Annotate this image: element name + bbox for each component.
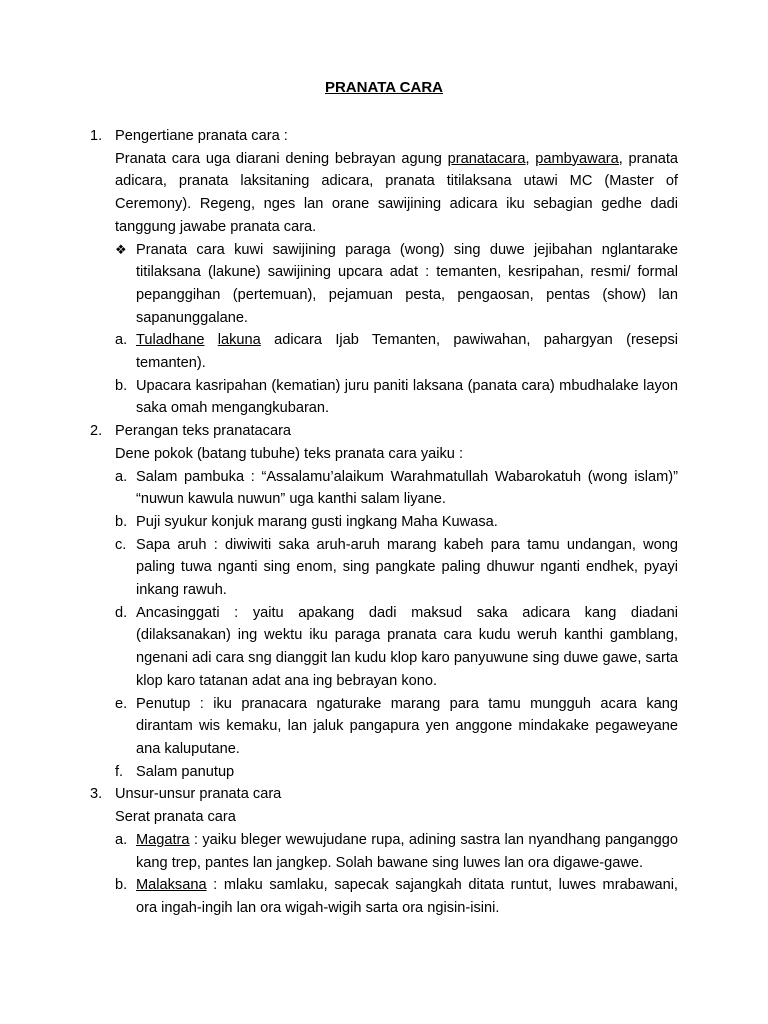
section-1-item-a <box>115 329 678 374</box>
section-1-paragraph <box>115 148 678 239</box>
section-1-item-b <box>115 375 678 420</box>
item-label: a. <box>115 831 128 848</box>
section-2-heading: Perangan teks pranatacara <box>115 423 292 440</box>
item-space <box>204 332 217 348</box>
diamond-bullet-icon: ❖ <box>115 241 127 257</box>
term-magatra: Magatra <box>136 831 190 848</box>
term-separator: , <box>525 150 536 167</box>
item-label: b. <box>115 513 128 530</box>
item-label: f. <box>115 763 124 780</box>
item-text: adicara Ijab Temanten, pawiwahan, pahargyan (resepsi temanten). <box>136 332 678 372</box>
section-1-number: 1. <box>90 128 103 144</box>
item-label: e. <box>115 695 128 712</box>
list-item <box>115 466 678 511</box>
section-2 <box>90 420 678 783</box>
list-item <box>115 534 678 602</box>
bullet-text: Pranata cara kuwi sawijining paraga (wong) sing duwe jejibahan nglantarake titilaksana (lakune) sawijining upcara adat : temanten, kesripahan, resmi/ formal pepanggihan (pertemuan), pejamuan pesta, pengaosan, pentas (show) lan sapanunggalane. <box>136 241 678 326</box>
section-3-item-a <box>115 829 678 874</box>
section-1-bullet <box>115 239 678 330</box>
section-3-item-b <box>115 874 678 919</box>
term-tuladhane: Tuladhane <box>136 332 205 349</box>
term-lakuna: lakuna <box>217 332 261 349</box>
section-2-number: 2. <box>90 423 103 440</box>
item-text: : yaiku bleger wewujudane rupa, adining sastra lan nyandhang panganggo kang trep, pantes lan jangkep. Solah bawane sing luwes lan ora digawe-gawe. <box>136 831 678 871</box>
item-text: Sapa aruh : diwiwiti saka aruh-aruh marang kabeh para tamu undangan, wong paling tuwa nganti sing enom, sing pangkate paling dhuwur nganti endhek, pyayi inkang rawuh. <box>136 536 678 599</box>
item-label: d. <box>115 604 128 621</box>
term-pranatacara: pranatacara <box>447 150 526 167</box>
item-text: Salam pambuka : “Assalamu’alaikum Warahmatullah Wabarokatuh (wong islam)” “nuwun kawula nuwun” uga kanthi salam liyane. <box>136 468 678 508</box>
item-label: b. <box>115 877 128 894</box>
item-text: Salam panutup <box>136 763 235 780</box>
item-text: : mlaku samlaku, sapecak sajangkah ditata runtut, luwes mrabawani, ora ingah-ingih lan ora wigah-wigih sarta ora ngisin-isini. <box>136 877 678 916</box>
list-item <box>115 693 678 761</box>
section-3-number: 3. <box>90 786 103 803</box>
item-label: b. <box>115 377 128 394</box>
section-1 <box>90 125 678 420</box>
item-text: Puji syukur konjuk marang gusti ingkang Maha Kuwasa. <box>136 513 498 530</box>
section-3-intro: Serat pranata cara <box>115 809 236 826</box>
item-label: c. <box>115 536 127 553</box>
section-1-paragraph-post: , pranata adicara, pranata laksitaning adicara, pranata titilaksana utawi MC (Master of Ceremony). Regeng, nges lan orane sawijining adicara iku sebagian gedhe dadi tanggung jawabe pranata cara. <box>115 150 679 235</box>
section-3 <box>90 783 678 919</box>
page-title: PRANATA CARA <box>324 79 444 96</box>
term-pambyawara: pambyawara <box>535 150 619 167</box>
section-3-heading: Unsur-unsur pranata cara <box>115 786 282 803</box>
item-text: Ancasinggati : yaitu apakang dadi maksud saka adicara kang diadani (dilaksanakan) ing wektu iku paraga pranata cara kudu weruh kanthi gamblang, ngenani adi cara sng dianggit lan kudu klop karo panyuwune sing duwe gawe, sarta klop karo tatanan adat ana ing bebrayan kono. <box>136 604 678 689</box>
list-item <box>115 761 678 784</box>
section-1-paragraph-pre: Pranata cara uga diarani dening bebrayan agung <box>115 150 448 167</box>
item-text: Upacara kasripahan (kematian) juru paniti laksana (panata cara) mbudhalake layon saka omah mengangkubaran. <box>136 377 678 417</box>
item-text: Penutup : iku pranacara ngaturake marang para tamu mungguh acara kang dirantam wis kemaku, lan jaluk pangapura yen anggone mindakake pegaweyane ana kaluputane. <box>136 695 678 757</box>
section-1-heading: Pengertiane pranata cara : <box>115 128 288 144</box>
document-body <box>90 125 678 920</box>
item-label: a. <box>115 332 128 349</box>
item-label: a. <box>115 468 128 485</box>
list-item <box>115 602 678 693</box>
term-malaksana: Malaksana <box>136 877 207 894</box>
section-2-intro: Dene pokok (batang tubuhe) teks pranata cara yaiku : <box>115 445 464 462</box>
list-item <box>115 511 678 534</box>
